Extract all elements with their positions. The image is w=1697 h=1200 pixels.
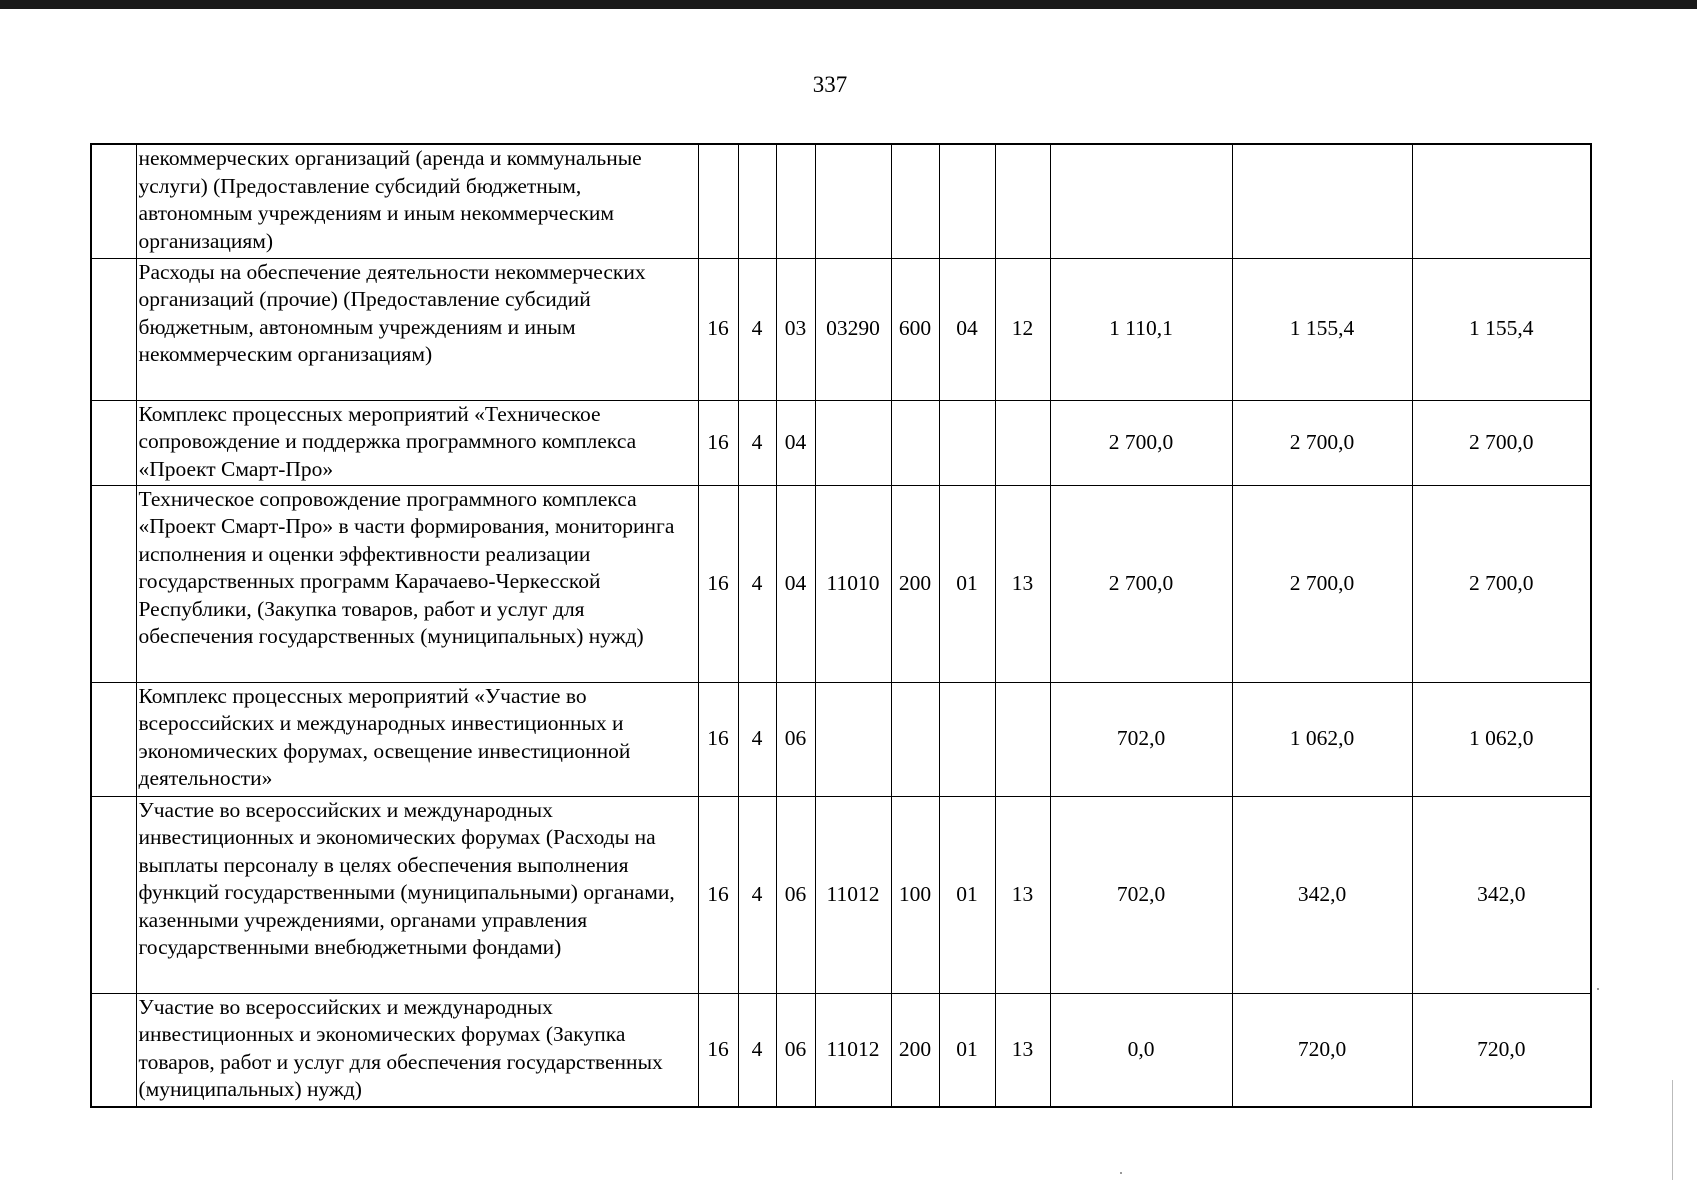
amount-year-1: 2 700,0 [1050,400,1232,485]
amount-year-2: 1 062,0 [1232,682,1412,796]
code-direction: 03290 [815,258,891,400]
row-index-cell [91,993,136,1107]
page-number: 337 [812,72,848,97]
amount-year-2 [1232,144,1412,258]
row-index-cell [91,144,136,258]
code-direction: 11012 [815,993,891,1107]
code-subprogram: 06 [776,993,815,1107]
row-description: Комплекс процессных мероприятий «Участие во всероссийских и международных инвестиционных и экономических форумах, освещение инвестиционной деятельности» [136,682,698,796]
code-subprogram: 04 [776,485,815,682]
code-section: 01 [939,485,995,682]
amount-year-2: 342,0 [1232,796,1412,993]
table-row [91,144,1591,258]
code-subprogram: 04 [776,400,815,485]
code-subsection: 13 [995,485,1050,682]
row-index-cell [91,485,136,682]
row-index-cell [91,400,136,485]
row-index-cell [91,796,136,993]
code-subprogram: 06 [776,796,815,993]
code-ministry: 16 [698,796,738,993]
amount-year-1: 0,0 [1050,993,1232,1107]
code-ministry: 16 [698,258,738,400]
code-direction: 11010 [815,485,891,682]
code-ministry: 16 [698,400,738,485]
code-program: 4 [738,796,776,993]
budget-table [90,143,1592,1108]
code-subsection [995,144,1050,258]
code-program: 4 [738,258,776,400]
code-expense-type: 200 [891,485,939,682]
code-ministry: 16 [698,993,738,1107]
table-row [91,796,1591,993]
amount-year-1: 2 700,0 [1050,485,1232,682]
table-row [91,400,1591,485]
code-direction [815,400,891,485]
code-program: 4 [738,485,776,682]
code-subsection: 13 [995,796,1050,993]
table-row [91,993,1591,1107]
code-program: 4 [738,400,776,485]
amount-year-1: 702,0 [1050,796,1232,993]
code-expense-type [891,144,939,258]
code-section [939,682,995,796]
code-subprogram: 03 [776,258,815,400]
amount-year-1: 1 110,1 [1050,258,1232,400]
code-section: 01 [939,993,995,1107]
amount-year-3 [1412,144,1591,258]
code-direction [815,682,891,796]
amount-year-3: 2 700,0 [1412,485,1591,682]
table-row [91,682,1591,796]
code-ministry [698,144,738,258]
amount-year-3: 1 062,0 [1412,682,1591,796]
row-description: Расходы на обеспечение деятельности некоммерческих организаций (прочие) (Предоставление субсидий бюджетным, автономным учреждениям и иным некоммерческим организациям) [136,258,698,400]
code-section: 01 [939,796,995,993]
row-index-cell [91,258,136,400]
code-subsection [995,400,1050,485]
code-program: 4 [738,993,776,1107]
row-index-cell [91,682,136,796]
amount-year-1: 702,0 [1050,682,1232,796]
row-description: Комплекс процессных мероприятий «Техническое сопровождение и поддержка программного комплекса «Проект Смарт-Про» [136,400,698,485]
amount-year-3: 342,0 [1412,796,1591,993]
row-description: Участие во всероссийских и международных инвестиционных и экономических форумах (Закупка товаров, работ и услуг для обеспечения государственных (муниципальных) нужд) [136,993,698,1107]
amount-year-2: 2 700,0 [1232,400,1412,485]
amount-year-3: 720,0 [1412,993,1591,1107]
scan-artifact [1597,988,1599,990]
code-section [939,400,995,485]
code-expense-type: 100 [891,796,939,993]
scan-top-border [0,0,1697,9]
code-ministry: 16 [698,682,738,796]
code-subsection: 12 [995,258,1050,400]
code-program [738,144,776,258]
code-expense-type [891,400,939,485]
code-direction [815,144,891,258]
code-subsection [995,682,1050,796]
row-description: некоммерческих организаций (аренда и коммунальные услуги) (Предоставление субсидий бюджетным, автономным учреждениям и иным некоммерческим организациям) [136,144,698,258]
row-description: Техническое сопровождение программного комплекса «Проект Смарт-Про» в части формирования, мониторинга исполнения и оценки эффективности реализации государственных программ Карачаево-Черкесской Республики, (Закупка товаров, работ и услуг для обеспечения государственных (муниципальных) нужд) [136,485,698,682]
amount-year-2: 1 155,4 [1232,258,1412,400]
scan-artifact [1672,1080,1673,1180]
code-section [939,144,995,258]
amount-year-2: 720,0 [1232,993,1412,1107]
row-description: Участие во всероссийских и международных инвестиционных и экономических форумах (Расходы на выплаты персоналу в целях обеспечения выполнения функций государственными (муниципальными) органами, казенными учреждениями, органами управления государственными внебюджетными фондами) [136,796,698,993]
code-expense-type: 600 [891,258,939,400]
code-subprogram [776,144,815,258]
code-section: 04 [939,258,995,400]
code-direction: 11012 [815,796,891,993]
code-program: 4 [738,682,776,796]
amount-year-3: 2 700,0 [1412,400,1591,485]
code-expense-type: 200 [891,993,939,1107]
amount-year-3: 1 155,4 [1412,258,1591,400]
scan-artifact [1120,1172,1122,1174]
code-ministry: 16 [698,485,738,682]
amount-year-1 [1050,144,1232,258]
table-row [91,485,1591,682]
code-subprogram: 06 [776,682,815,796]
code-subsection: 13 [995,993,1050,1107]
amount-year-2: 2 700,0 [1232,485,1412,682]
table-row [91,258,1591,400]
code-expense-type [891,682,939,796]
